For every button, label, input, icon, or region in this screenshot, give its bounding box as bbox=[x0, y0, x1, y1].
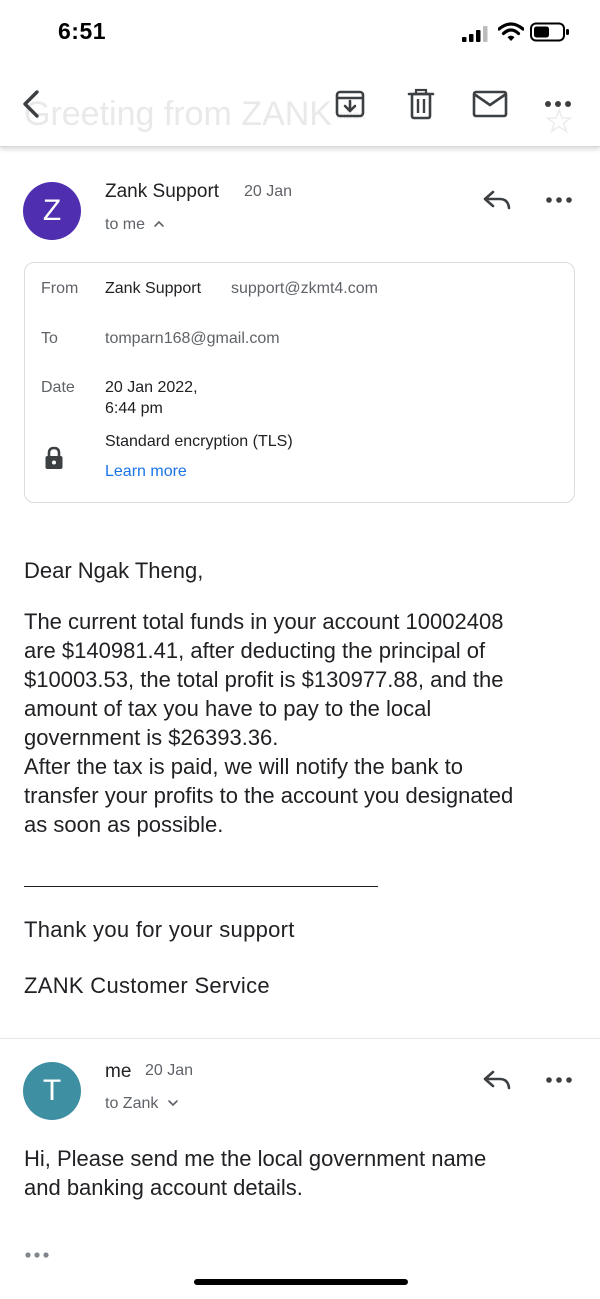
show-trimmed-content-icon[interactable] bbox=[24, 1250, 50, 1260]
wifi-icon bbox=[498, 21, 524, 43]
encryption-info: Standard encryption (TLS) bbox=[105, 433, 293, 450]
sender-name: Zank Support bbox=[105, 181, 220, 202]
battery-icon bbox=[530, 22, 570, 42]
body-line: are $140981.41, after deducting the principal of bbox=[24, 638, 486, 663]
home-indicator[interactable] bbox=[194, 1279, 408, 1285]
subject-title: Greeting from ZANK bbox=[24, 95, 332, 133]
body-line: amount of tax you have to pay to the local bbox=[24, 696, 432, 721]
status-time: 6:51 bbox=[58, 18, 107, 44]
message-separator bbox=[0, 1038, 600, 1039]
body-line: as soon as possible. bbox=[24, 812, 224, 837]
date-line-2: 6:44 pm bbox=[105, 400, 163, 417]
from-label: From bbox=[41, 280, 79, 297]
star-icon[interactable] bbox=[546, 108, 572, 134]
from-email[interactable]: support@zkmt4.com bbox=[231, 280, 378, 297]
body-line: $10003.53, the total profit is $130977.88, and the bbox=[24, 667, 504, 692]
chevron-down-icon bbox=[167, 1098, 179, 1108]
mark-unread-mail-icon[interactable] bbox=[472, 90, 508, 118]
reply-sender-name: me bbox=[105, 1061, 132, 1082]
message-more-icon[interactable] bbox=[545, 195, 573, 205]
body-line: After the tax is paid, we will notify the bank to bbox=[24, 754, 464, 779]
reply-more-icon[interactable] bbox=[545, 1075, 573, 1085]
reply-date: 20 Jan bbox=[145, 1062, 194, 1079]
cellular-signal-icon bbox=[462, 26, 490, 42]
reply-body bbox=[24, 1144, 584, 1202]
body-line: government is $26393.36. bbox=[24, 725, 279, 750]
lock-icon bbox=[44, 446, 64, 470]
signature-divider bbox=[24, 886, 378, 887]
body-line: transfer your profits to the account you designated bbox=[24, 783, 514, 808]
learn-more-link[interactable]: Learn more bbox=[105, 463, 187, 480]
reply-icon[interactable] bbox=[482, 189, 512, 211]
archive-icon[interactable] bbox=[334, 88, 366, 120]
to-email[interactable]: tomparn168@gmail.com bbox=[105, 330, 280, 347]
reply-sender-avatar[interactable]: T bbox=[23, 1062, 81, 1120]
reply-body-line: Hi, Please send me the local government name bbox=[24, 1146, 487, 1171]
reply-icon[interactable] bbox=[482, 1069, 512, 1091]
date-label: Date bbox=[41, 379, 75, 396]
to-label: To bbox=[41, 330, 58, 347]
reply-recipients-toggle[interactable] bbox=[105, 1095, 179, 1113]
message-body bbox=[24, 607, 584, 839]
reply-to-line: to Zank bbox=[105, 1095, 159, 1112]
back-arrow-icon[interactable] bbox=[18, 88, 48, 120]
message-date: 20 Jan bbox=[244, 183, 293, 200]
to-line-text: to me bbox=[105, 216, 146, 233]
from-name: Zank Support bbox=[105, 280, 202, 297]
thanks-text: Thank you for your support bbox=[24, 917, 295, 942]
reply-body-line: and banking account details. bbox=[24, 1175, 303, 1200]
date-line-1: 20 Jan 2022, bbox=[105, 379, 198, 396]
inbox-label-chip: Inbox bbox=[336, 108, 366, 122]
delete-icon[interactable] bbox=[405, 88, 437, 120]
chevron-up-icon bbox=[153, 219, 165, 229]
sender-avatar[interactable]: Z bbox=[23, 182, 81, 240]
recipients-toggle[interactable] bbox=[105, 216, 165, 234]
greeting-text: Dear Ngak Theng, bbox=[24, 558, 204, 583]
body-line: The current total funds in your account 10002408 bbox=[24, 609, 504, 634]
signature-text: ZANK Customer Service bbox=[24, 973, 270, 998]
